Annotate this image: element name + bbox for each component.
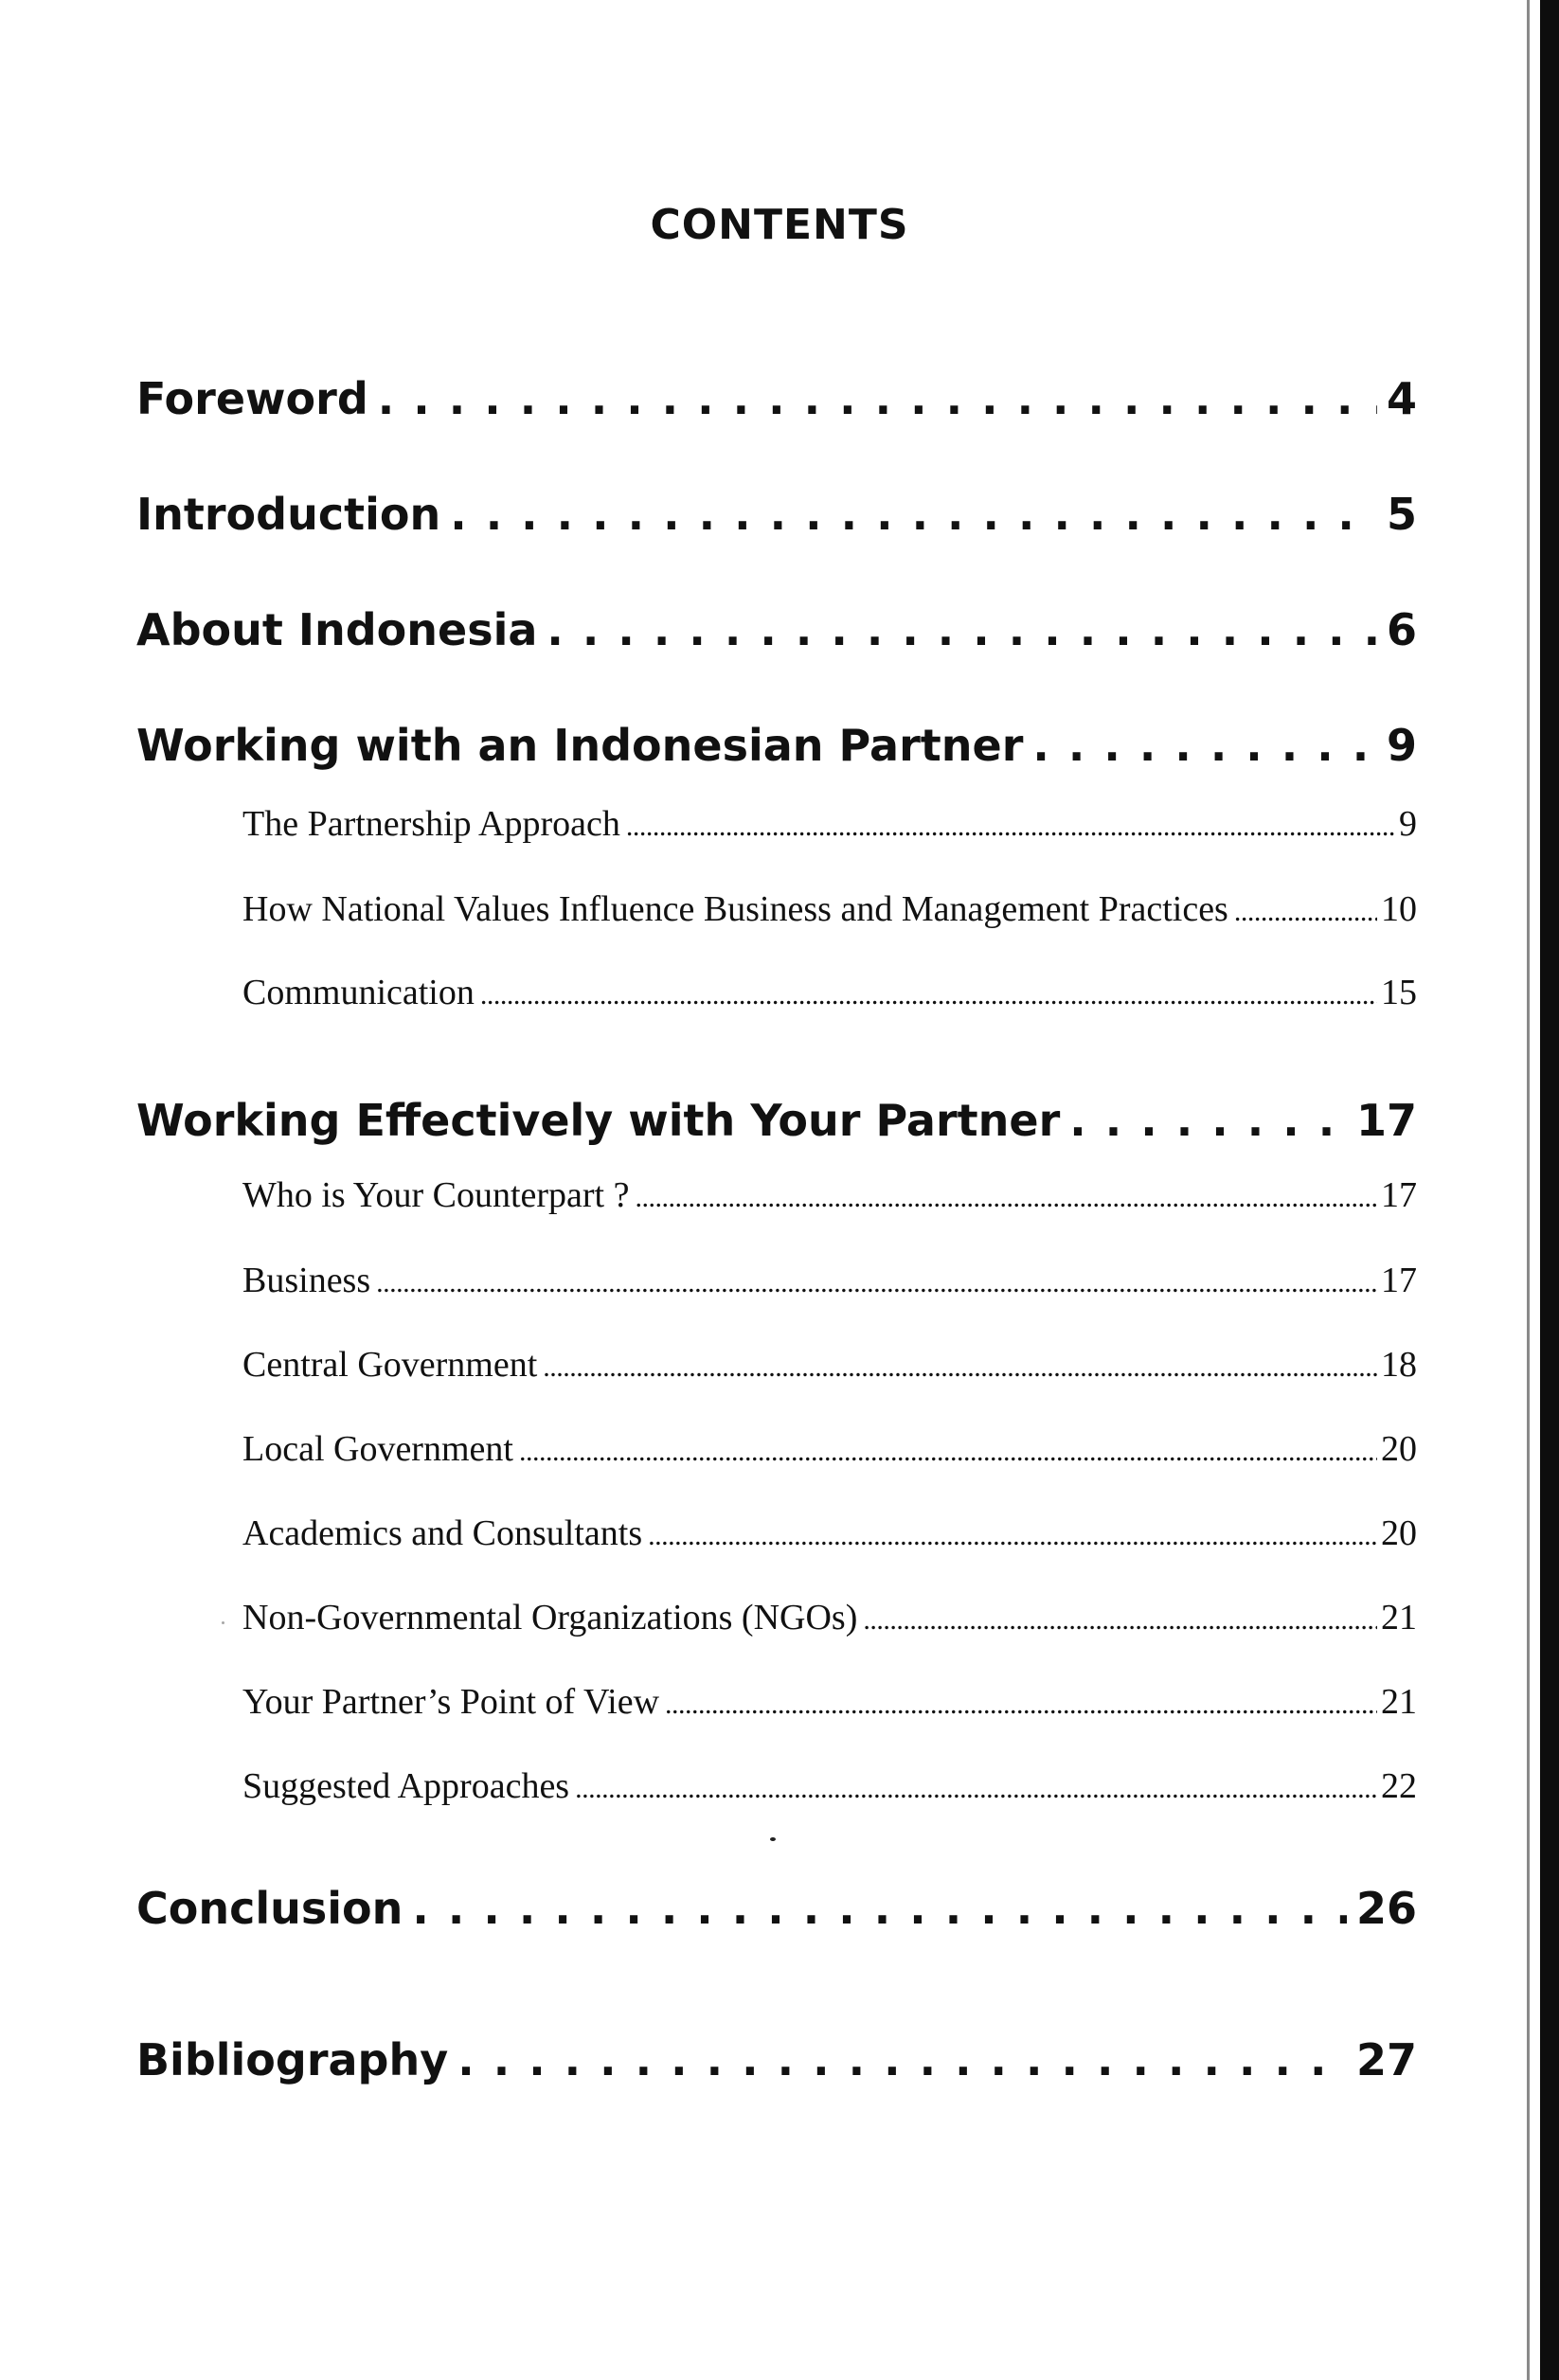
toc-label: Conclusion <box>136 1883 403 1934</box>
toc-subentry-business[interactable] <box>242 1260 1417 1301</box>
scan-speck <box>770 1837 776 1841</box>
dot-leader <box>1234 896 1377 928</box>
toc-entry-conclusion[interactable] <box>136 1883 1417 1934</box>
dot-leader <box>412 1883 1347 1934</box>
toc-page-number: 20 <box>1381 1513 1417 1553</box>
toc-page-number: 9 <box>1399 804 1417 844</box>
toc-subentry-partnership-approach[interactable] <box>242 803 1417 845</box>
toc-entry-bibliography[interactable] <box>136 2034 1417 2085</box>
toc-label: Suggested Approaches <box>242 1766 570 1806</box>
toc-page-number: 6 <box>1386 604 1417 655</box>
toc-page-number: 21 <box>1381 1682 1417 1722</box>
toc-label: Business <box>242 1261 371 1300</box>
dot-leader <box>1069 1095 1347 1146</box>
toc-label: How National Values Influence Business and Management Practices <box>242 889 1228 929</box>
dot-leader <box>626 811 1395 843</box>
toc-subentry-national-values[interactable] <box>242 888 1417 930</box>
toc-subentry-partners-view[interactable] <box>242 1681 1417 1723</box>
toc-page-number: 17 <box>1381 1261 1417 1300</box>
toc-page-number: 26 <box>1355 1883 1417 1934</box>
dot-leader <box>519 1436 1377 1468</box>
toc-page-number: 21 <box>1381 1598 1417 1637</box>
toc-subentry-communication[interactable] <box>242 972 1417 1013</box>
toc-subentry-local-government[interactable] <box>242 1428 1417 1470</box>
toc-label: Working Effectively with Your Partner <box>136 1095 1061 1146</box>
dot-leader <box>665 1689 1377 1721</box>
toc-page-number: 5 <box>1386 489 1417 540</box>
toc-page-number: 10 <box>1381 889 1417 929</box>
toc-subentry-counterpart[interactable] <box>242 1174 1417 1216</box>
dot-leader <box>376 1267 1377 1299</box>
dot-leader <box>457 2034 1347 2085</box>
dot-leader <box>648 1520 1377 1552</box>
toc-label: Bibliography <box>136 2034 449 2085</box>
dot-leader <box>863 1604 1377 1637</box>
dot-leader <box>480 979 1377 1011</box>
toc-page-number: 22 <box>1381 1766 1417 1806</box>
toc-label: Non-Governmental Organizations (NGOs) <box>242 1598 858 1637</box>
dot-leader <box>575 1773 1377 1805</box>
toc-page-number: 15 <box>1381 973 1417 1012</box>
toc-page-number: 27 <box>1355 2034 1417 2085</box>
dot-leader <box>378 373 1377 424</box>
toc-subentry-suggested-approaches[interactable] <box>242 1765 1417 1807</box>
dot-leader <box>543 1351 1377 1384</box>
toc-label: Communication <box>242 973 475 1012</box>
scan-edge-line <box>1527 0 1530 2380</box>
toc-label: Introduction <box>136 489 441 540</box>
toc-subentry-academics[interactable] <box>242 1512 1417 1554</box>
toc-subentry-central-government[interactable] <box>242 1344 1417 1386</box>
toc-label: Who is Your Counterpart ? <box>242 1175 630 1215</box>
toc-label: About Indonesia <box>136 604 538 655</box>
toc-page-number: 9 <box>1386 720 1417 771</box>
toc-label: Foreword <box>136 373 368 424</box>
toc-label: Local Government <box>242 1429 513 1469</box>
scan-speck <box>222 1621 224 1624</box>
toc-label: The Partnership Approach <box>242 804 620 844</box>
toc-label: Your Partner’s Point of View <box>242 1682 660 1722</box>
toc-entry-foreword[interactable] <box>136 373 1417 424</box>
dot-leader <box>1032 720 1377 771</box>
dot-leader <box>547 604 1377 655</box>
toc-label: Working with an Indonesian Partner <box>136 720 1024 771</box>
toc-entry-about-indonesia[interactable] <box>136 604 1417 655</box>
toc-entry-working-effectively[interactable] <box>136 1095 1417 1146</box>
toc-entry-working-with-partner[interactable] <box>136 720 1417 771</box>
toc-page-number: 17 <box>1381 1175 1417 1215</box>
toc-subentry-ngos[interactable] <box>242 1597 1417 1638</box>
toc-page-number: 18 <box>1381 1345 1417 1385</box>
toc-label: Academics and Consultants <box>242 1513 643 1553</box>
toc-page-number: 20 <box>1381 1429 1417 1469</box>
toc-entry-introduction[interactable] <box>136 489 1417 540</box>
scan-edge-bar <box>1540 0 1559 2380</box>
toc-label: Central Government <box>242 1345 538 1385</box>
toc-page-number: 17 <box>1355 1095 1417 1146</box>
dot-leader <box>635 1182 1377 1214</box>
toc-page-number: 4 <box>1386 373 1417 424</box>
contents-title: CONTENTS <box>650 201 909 249</box>
dot-leader <box>450 489 1377 540</box>
